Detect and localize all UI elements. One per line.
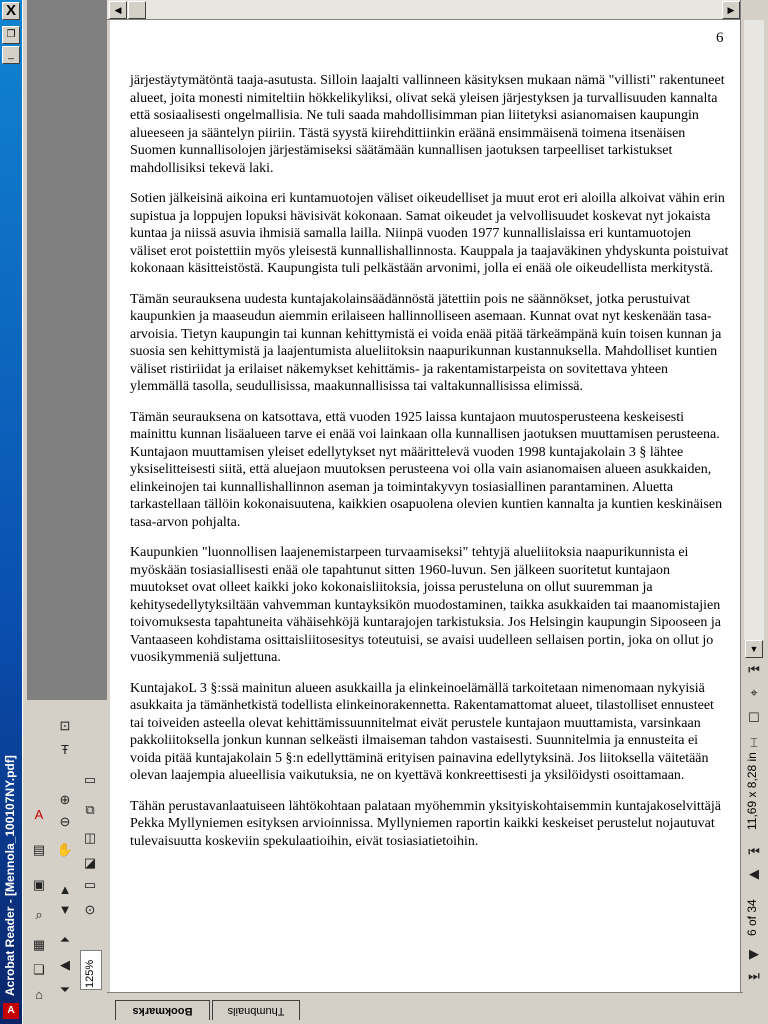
paragraph: Kaupunkien "luonnollisen laajenemistarpeen turvaamiseksi" tehtyjä alueliitoksia naapurikunnista ei myöskään tosiasiallisesti enää ole tapahtunut sitten 1960-luvun. Sen jälkeen suoritetut kuntajaon muutokset ovat olleet kaikki joko kokonaisliitoksia, joissa perusteluna on ollut suuremman ja kehitysedellytyksiltään vahvemman kuntayksikön muodostaminen, taikka asukkaiden tai maanomistajien toivomuksesta tapahtuneita vähäisehköjä kuntarajojen tarkistuksia. Jos Helsingin kaupungin Sipooseen ja Vantaaseen kohdistama osittaisliitosesitys toteutuisi, se avaisi uudelleen sellaisen portin, joka on ollut jo vuosikymmeniä suljettuna. [130, 545, 721, 665]
hand-tool-icon[interactable]: ✋ [56, 842, 74, 857]
paragraph: Tähän perustavanlaatuiseen lähtökohtaan palataan myöhemmin yksityiskohtaisemmin kuntajakoselvittäjä Pekka Myllyniemen esityksen arvioinnissa. Myllyniemen raportin kaikki keskeiset perustelut nojautuvat tulevaisuutta koskeviin spekulaatioihin, eivät tosiasiatietoihin. [130, 798, 721, 849]
scroll-thumb[interactable] [128, 1, 146, 19]
minimize-button[interactable]: _ [2, 46, 20, 64]
next-arrow-button[interactable]: ▶ [749, 946, 759, 961]
acrobat-app-icon: A [3, 1003, 19, 1019]
prev-arrow-button[interactable]: ◀ [749, 866, 759, 881]
zoom-level: 125% [84, 959, 96, 988]
paragraph: KuntajakoL 3 §:ssä mainitun alueen asukkailla ja elinkeinoelämällä tarkoitetaan nimenomaan nykyisiä asukkaita ja tämänhetkistä todellista elinkeinorakennetta. Rakentamattomat alueet, tilastolliset ennusteet tai toiveiden asteella olevat kehittämissuunnitelmat eivät perustele kuntajaon muuttamista, varsinkaan pakkoliitoksella jonkun kunnan selkeästi ilmaiseman tahdon vastaisesti. Suunnitelmia ja ennusteita ei voida pitää kuntajakolain 5 §:n edellyttäminä erityisen painavina edellytyksinä. Jos liitoksella väitetään olevan laajempia alueellisia vaikutuksia, ne on kyettävä konkreettisesti ja yksilöidysti osoittamaan. [130, 680, 714, 783]
facing-pages-icon[interactable]: ◫ [83, 830, 97, 845]
zoom-out-icon[interactable]: ⊖ [59, 814, 71, 829]
next-page-icon[interactable]: ▼ [58, 902, 72, 917]
horizontal-scrollbar[interactable] [107, 0, 743, 20]
tab-thumbnails[interactable]: Thumbnails [212, 1000, 300, 1020]
scroll-right-button[interactable]: ▶ [722, 1, 740, 19]
window-title: Acrobat Reader - [Mennola_100107NY.pdf] [3, 755, 17, 996]
copy-icon[interactable]: ❏ [33, 962, 45, 977]
page-number: 6 [716, 30, 724, 46]
zoom-menu-icon[interactable]: ⊙ [84, 902, 96, 917]
fit-visible-icon[interactable]: ⌖ [750, 685, 758, 700]
search-icon[interactable]: ⌕ [35, 907, 43, 922]
scroll-left-button[interactable]: ◀ [109, 1, 127, 19]
scroll-down-button[interactable]: ▼ [745, 640, 763, 658]
paragraph: järjestäytymätöntä taaja-asutusta. Silloin laajalti vallinneen käsityksen mukaan nämä "villisti" rakentuneet alueet, joita monesti nimiteltiin hökkelikyliksi, olivat sekä yleisen järjestyksen ja turvallisuuden kannalta että sosiaalisesti ongelmallisia. Ne tuli saada mahdollisimman pian liitetyksi asianomaisen kaupungin alueeseen ja sääntelyn piiriin. Tästä syystä kiirehdittiinkin eräänä ensimmäisenä toimena itsenäisen Suomen kunnallisolojen järjestämiseksi säätämään kunnallisen jaotuksen tarpeelliset tarkistukset mahdollisiksi tekevä laki. [130, 73, 725, 176]
continuous-page-icon[interactable]: ⧉ [85, 802, 95, 817]
close-button[interactable]: X [2, 2, 20, 20]
text-select-icon[interactable]: Ŧ [61, 742, 69, 757]
paragraph: Tämän seurauksena on katsottava, että vuoden 1925 laissa kuntajaon muutosperusteena keskeisesti mainittu kunnan lisäalueen tarve ei enää voi lainkaan olla kunnallisen jaotuksen muuttamisen perusteena. Kuntajaon muuttamisen yleiset edellytykset nyt määrittelevä vuoden 1998 kuntajakolain 3 § lähtee yksiselitteisesti siitä, että aluejaon muutoksen perusteena voi olla vain asianomaisen alueen asukkaiden, elinkeinojen tai kunnallishallinnon aseman ja toimintakyvyn tosiasiallinen parantaminen. Aluetta tarkastellaan tällöin kokonaisuutena, kaikkien osapuolena olevien kuntien kannalta ja kuntien keskinäisen tasa-arvon pohjalta. [130, 409, 723, 530]
vertical-scroll-track[interactable] [744, 20, 764, 640]
first-page-icon[interactable]: ⏶ [59, 932, 71, 947]
navigation-pane-icon[interactable]: ▣ [32, 877, 46, 892]
page-content [130, 72, 730, 863]
paragraph: Sotien jälkeisinä aikoina eri kuntamuotojen väliset oikeudelliset ja muut erot eri aloilla alkoivat vähin erin supistua ja loppujen lopuksi hävisivät kokonaan. Samat oikeudet ja velvollisuudet koskevat nyt jokaista kuntaa ja niissä asuvia ihmisiä samalla lailla. Niinpä vuoden 1977 kunnallislaissa eri kuntamuotojen väliset erot poistettiin myös yleisestä kunnallishallinnosta. Kauppala ja taajaväkinen yhdyskunta poistuivat kokonaan käsitteistöstä. Kaupungista tuli pelkästään arvonimi, jolla ei enää ole oikeudellista merkitystä. [130, 191, 729, 276]
print-icon[interactable]: ▤ [32, 842, 46, 857]
last-page-icon[interactable]: ⏷ [59, 982, 71, 997]
fit-page-icon[interactable]: ◪ [83, 855, 97, 870]
page-size-readout: 11,69 x 8,28 in [745, 752, 759, 830]
last-page-button[interactable]: ⏭ [748, 968, 760, 983]
open-icon[interactable]: ⌂ [35, 987, 43, 1002]
zoom-in-icon[interactable]: ⊕ [59, 792, 71, 807]
fit-width-icon[interactable]: ▭ [83, 877, 97, 892]
restore-button[interactable]: ❐ [2, 26, 20, 44]
marquee-zoom-icon[interactable]: ⊡ [59, 718, 71, 733]
save-icon[interactable]: ▦ [32, 937, 46, 952]
previous-page-button[interactable]: ⏮ [748, 844, 760, 859]
paragraph: Tämän seurauksena uudesta kuntajakolainsäädännöstä jätettiin pois ne säännökset, jotka perustuivat kaupunkien ja maaseudun aiemmin erilaiseen hallinnolliseen asemaan. Kunnat ovat nyt keskenään tasa-arvoisia. Tietyn kaupungin tai kunnan kehittymistä ei voida enää pitää tärkeämpänä kuin toisen kunnan ja suosia sen kehittymistä ja laajentumista alueliitoksin naapurikunnan kustannuksella. Mahdolliset kuntien väliset ristiriidat ja erilaiset näkemykset kehittämis- ja rakentamistarpeista on sovitettava yhteen ylemmällä tasolla, seudullisissa, maakunnallisissa tai valtakunnallisissa elimissä. [130, 291, 722, 394]
page-layout-icon[interactable]: ☐ [748, 710, 760, 725]
tab-bookmarks[interactable]: Bookmarks [115, 1000, 210, 1020]
first-page-button[interactable]: ⏮ [748, 662, 760, 677]
previous-page-icon[interactable]: ▲ [58, 882, 72, 897]
single-page-icon[interactable]: ▭ [83, 772, 97, 787]
back-icon[interactable]: ◀ [60, 957, 70, 972]
page-size-icon[interactable]: ⌶ [750, 735, 758, 750]
page-indicator[interactable]: 6 of 34 [745, 899, 759, 936]
acrobat-logo-icon: A [34, 807, 44, 822]
